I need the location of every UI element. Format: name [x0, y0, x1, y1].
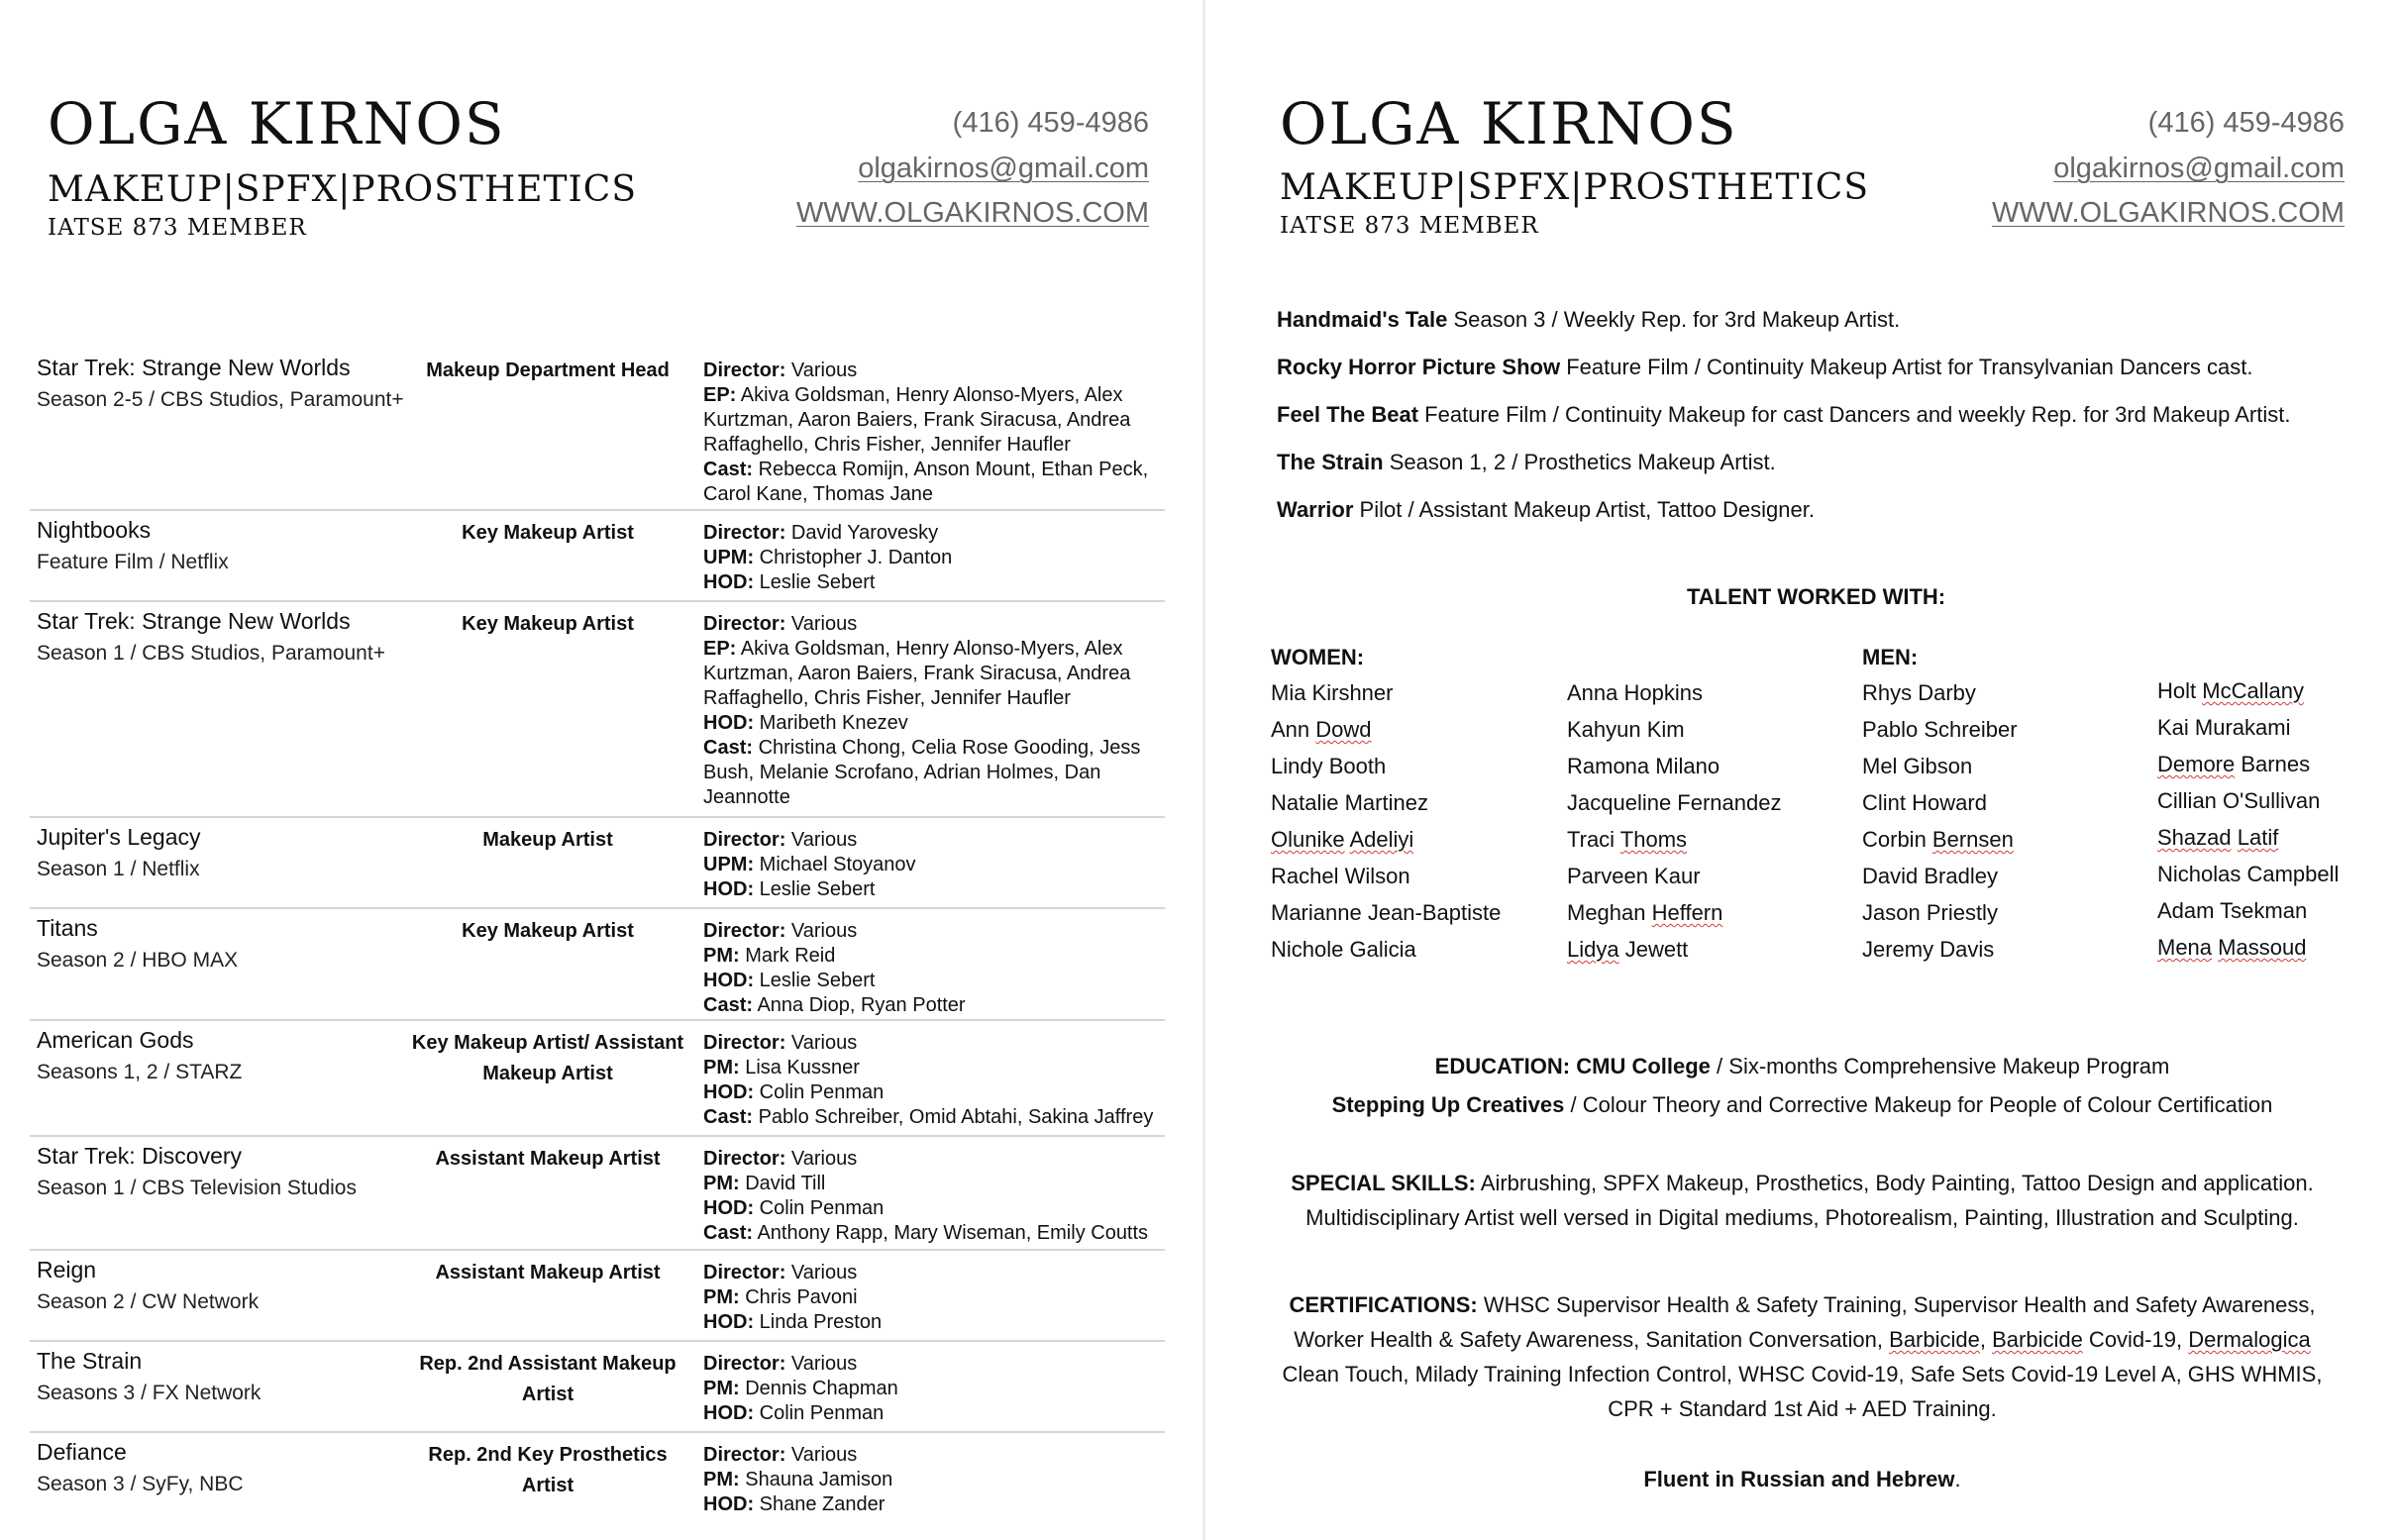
talent-name: Rhys Darby	[1862, 680, 1976, 705]
detail-label: Director:	[703, 1032, 786, 1054]
talent-first-name: Traci	[1567, 827, 1620, 852]
talent-name	[1567, 821, 1781, 858]
detail-value: Colin Penman	[759, 1081, 885, 1103]
detail-value: Akiva Goldsman, Henry Alonso-Myers, Alex Kurtzman, Aaron Baiers, Frank Siracusa, Andrea Raffaghello, Chris Fisher, Jennifer Haufler	[703, 638, 1131, 709]
detail-label: EP:	[703, 384, 737, 406]
education-program: / Six-months Comprehensive Makeup Program	[1717, 1054, 2170, 1078]
page-title: OLGA KIRNOS	[1280, 90, 1738, 157]
talent-first-name: Demore	[2157, 752, 2236, 776]
talent-name	[1567, 931, 1781, 968]
detail-label: Cast:	[703, 1222, 754, 1244]
credit-detail	[703, 1031, 1165, 1056]
credit-row	[30, 1433, 1165, 1524]
credit-row	[30, 1021, 1165, 1137]
phone-number: (416) 459-4986	[952, 107, 1149, 139]
talent-first-name: Holt	[2157, 678, 2203, 703]
detail-value: Various	[790, 1353, 858, 1375]
credit-title: The Strain	[1277, 450, 1384, 474]
talent-name: Mel Gibson	[1862, 754, 1973, 778]
talent-last-name: Bernsen	[1931, 827, 2014, 852]
credit-detail	[703, 612, 1165, 637]
women-column-1	[1271, 674, 1501, 968]
show-title: The Strain	[37, 1348, 143, 1374]
detail-value: Lisa Kussner	[745, 1057, 860, 1078]
credit-detail	[703, 736, 1165, 810]
credit-detail	[703, 1468, 1165, 1492]
talent-name: Clint Howard	[1862, 790, 1987, 815]
email-link[interactable]: olgakirnos@gmail.com	[858, 153, 1149, 184]
show-subtitle: Season 2 / CW Network	[37, 1290, 260, 1313]
detail-label: Cast:	[703, 994, 754, 1016]
talent-first-name: Ann	[1271, 717, 1316, 742]
certifications-line-1	[1206, 1292, 2398, 1318]
detail-label: PM:	[703, 1286, 740, 1308]
credit-detail	[703, 383, 1165, 458]
education-label: EDUCATION:	[1434, 1054, 1571, 1078]
women-label: WOMEN:	[1271, 645, 1365, 669]
credit-show	[30, 1251, 404, 1340]
detail-value: Dennis Chapman	[745, 1378, 898, 1399]
detail-label: HOD:	[703, 970, 755, 991]
union-membership: IATSE 873 MEMBER	[1280, 213, 1539, 239]
credit-detail	[703, 1261, 1165, 1285]
credit-desc: Season 3 / Weekly Rep. for 3rd Makeup Artist.	[1453, 307, 1901, 332]
talent-name: Pablo Schreiber	[1862, 717, 2018, 742]
show-subtitle: Season 2 / HBO MAX	[37, 949, 239, 972]
detail-value: Christina Chong, Celia Rose Gooding, Jess Bush, Melanie Scrofano, Adrian Holmes, Dan Jeannotte	[703, 737, 1141, 808]
credit-detail	[703, 359, 1165, 383]
talent-name	[2157, 672, 2339, 709]
detail-label: PM:	[703, 1378, 740, 1399]
detail-value: David Yarovesky	[790, 522, 939, 544]
talent-name: Marianne Jean-Baptiste	[1271, 900, 1502, 925]
resume-page-2	[1206, 0, 2398, 1540]
additional-credit	[1277, 452, 1776, 473]
credit-detail	[703, 1443, 1165, 1468]
credit-role: Key Makeup Artist	[462, 522, 634, 544]
talent-name: Adam Tsekman	[2157, 898, 2308, 923]
detail-label: Director:	[703, 1444, 786, 1466]
credit-desc: Pilot / Assistant Makeup Artist, Tattoo Designer.	[1359, 497, 1815, 522]
talent-name	[1271, 711, 1501, 748]
detail-value: Mark Reid	[745, 945, 836, 967]
credits-table	[30, 349, 1165, 1524]
show-subtitle: Season 1 / CBS Television Studios	[37, 1177, 357, 1199]
show-title: Star Trek: Discovery	[37, 1143, 243, 1169]
credit-details	[691, 1433, 1165, 1524]
additional-credit	[1277, 309, 1900, 331]
website-link[interactable]: WWW.OLGAKIRNOS.COM	[1991, 197, 2345, 229]
detail-value: David Till	[745, 1173, 826, 1194]
credit-row	[30, 1137, 1165, 1251]
credit-title: Warrior	[1277, 497, 1354, 522]
certifications-line-3: Clean Touch, Milady Training Infection Control, WHSC Covid-19, Safe Sets Covid-19 Level A, GHS WHMIS,	[1282, 1362, 2323, 1386]
detail-label: HOD:	[703, 1493, 755, 1515]
credit-title: Feel The Beat	[1277, 402, 1419, 427]
skills-label: SPECIAL SKILLS:	[1291, 1171, 1476, 1195]
detail-label: Director:	[703, 1353, 786, 1375]
detail-value: Pablo Schreiber, Omid Abtahi, Sakina Jaffrey	[758, 1106, 1154, 1128]
talent-first-name: Meghan	[1567, 900, 1652, 925]
show-title: Titans	[37, 915, 98, 941]
website-link[interactable]: WWW.OLGAKIRNOS.COM	[795, 197, 1149, 229]
talent-last-name: Thoms	[1619, 827, 1688, 852]
union-membership: IATSE 873 MEMBER	[48, 215, 307, 241]
talent-name: Jeremy Davis	[1862, 937, 1995, 962]
detail-label: Director:	[703, 613, 786, 635]
credit-show	[30, 602, 404, 816]
credit-role: Key Makeup Artist	[462, 920, 634, 942]
certifications-line-2: Worker Health & Safety Awareness, Sanitation Conversation, Barbicide, Barbicide Covid-19, Dermalogica	[1294, 1327, 2311, 1352]
education-school: CMU College	[1576, 1054, 1711, 1078]
detail-label: Director:	[703, 1148, 786, 1170]
show-title: Defiance	[37, 1439, 127, 1465]
credit-show	[30, 511, 404, 600]
credit-detail	[703, 919, 1165, 944]
talent-first-name: Lidya	[1567, 937, 1619, 962]
page-divider	[1202, 0, 1205, 1540]
credit-role: Key Makeup Artist/ Assistant Makeup Artist	[411, 1032, 684, 1084]
show-subtitle: Season 1 / CBS Studios, Paramount+	[37, 642, 385, 665]
detail-label: HOD:	[703, 1081, 755, 1103]
detail-label: PM:	[703, 945, 740, 967]
detail-label: HOD:	[703, 571, 755, 593]
talent-name: Kahyun Kim	[1567, 717, 1685, 742]
detail-value: Michael Stoyanov	[759, 854, 916, 875]
detail-label: Director:	[703, 829, 786, 851]
languages-text: Fluent in Russian and Hebrew	[1643, 1467, 1955, 1491]
detail-value: Colin Penman	[759, 1197, 885, 1219]
additional-credit	[1277, 499, 1815, 521]
credit-detail	[703, 877, 1165, 902]
talent-name: Nicholas Campbell	[2157, 862, 2340, 886]
talent-name: Kai Murakami	[2157, 715, 2291, 740]
credit-detail	[703, 853, 1165, 877]
credit-desc: Season 1, 2 / Prosthetics Makeup Artist.	[1389, 450, 1776, 474]
detail-label: Director:	[703, 359, 786, 381]
detail-label: UPM:	[703, 547, 755, 568]
detail-label: Cast:	[703, 1106, 754, 1128]
talent-name	[1271, 821, 1501, 858]
credit-detail	[703, 637, 1165, 711]
credit-show	[30, 1342, 404, 1431]
detail-value: Leslie Sebert	[759, 878, 876, 900]
detail-label: HOD:	[703, 1197, 755, 1219]
languages-period: .	[1954, 1467, 1961, 1491]
detail-value: Christopher J. Danton	[759, 547, 953, 568]
credit-role: Makeup Artist	[482, 829, 613, 851]
talent-name: Jacqueline Fernandez	[1567, 790, 1782, 815]
talent-name	[1567, 894, 1781, 931]
detail-label: EP:	[703, 638, 737, 660]
credit-detail	[703, 521, 1165, 546]
credit-show	[30, 349, 404, 509]
detail-value: Rebecca Romijn, Anson Mount, Ethan Peck, Carol Kane, Thomas Jane	[703, 459, 1149, 505]
phone-number: (416) 459-4986	[2147, 107, 2345, 139]
detail-value: Shauna Jamison	[745, 1469, 893, 1490]
detail-label: Cast:	[703, 737, 754, 759]
credit-role: Makeup Department Head	[426, 359, 670, 381]
certifications-line-4: CPR + Standard 1st Aid + AED Training.	[1608, 1396, 1997, 1421]
show-subtitle: Seasons 3 / FX Network	[37, 1382, 261, 1404]
credit-role: Rep. 2nd Key Prosthetics Artist	[428, 1444, 668, 1496]
talent-name: Ramona Milano	[1567, 754, 1720, 778]
credit-title: Rocky Horror Picture Show	[1277, 355, 1561, 379]
skills-text: Airbrushing, SPFX Makeup, Prosthetics, Body Painting, Tattoo Design and application.	[1480, 1171, 2314, 1195]
talent-name	[2157, 929, 2339, 966]
detail-value: Anna Diop, Ryan Potter	[757, 994, 966, 1016]
detail-value: Maribeth Knezev	[759, 712, 908, 734]
credit-detail	[703, 458, 1165, 507]
show-subtitle: Season 2-5 / CBS Studios, Paramount+	[37, 388, 404, 411]
detail-value: Akiva Goldsman, Henry Alonso-Myers, Alex Kurtzman, Aaron Baiers, Frank Siracusa, Andrea Raffaghello, Chris Fisher, Jennifer Haufler	[703, 384, 1131, 456]
credit-detail	[703, 1196, 1165, 1221]
credit-show	[30, 909, 404, 1019]
education-school: Stepping Up Creatives	[1331, 1092, 1565, 1117]
credit-row	[30, 818, 1165, 909]
talent-name	[1862, 821, 2018, 858]
credit-show	[30, 1137, 404, 1249]
talent-name: David Bradley	[1862, 864, 1998, 888]
talent-name: Lindy Booth	[1271, 754, 1387, 778]
talent-last-name: Jewett	[1618, 937, 1689, 962]
show-subtitle: Seasons 1, 2 / STARZ	[37, 1061, 243, 1083]
credit-detail	[703, 1056, 1165, 1080]
credit-detail	[703, 1221, 1165, 1246]
talent-heading: TALENT WORKED WITH:	[1687, 584, 1946, 609]
credit-details	[691, 1342, 1165, 1431]
credit-details	[691, 909, 1165, 1019]
show-title: Star Trek: Strange New Worlds	[37, 608, 351, 634]
credit-detail	[703, 711, 1165, 736]
detail-label: Director:	[703, 522, 786, 544]
detail-label: HOD:	[703, 712, 755, 734]
credit-detail	[703, 1105, 1165, 1130]
talent-name	[2157, 819, 2339, 856]
skills-line-2: Multidisciplinary Artist well versed in Digital mediums, Photorealism, Painting, Illustration and Sculpting.	[1305, 1205, 2299, 1230]
credit-show	[30, 818, 404, 907]
page-title: OLGA KIRNOS	[48, 90, 506, 157]
credit-row	[30, 1251, 1165, 1342]
talent-first-name: Mena	[2157, 935, 2213, 960]
show-title: American Gods	[37, 1027, 194, 1053]
talent-name: Natalie Martinez	[1271, 790, 1428, 815]
skills-line-1	[1206, 1171, 2398, 1196]
credit-row	[30, 511, 1165, 602]
credit-row	[30, 349, 1165, 511]
detail-value: Linda Preston	[759, 1311, 883, 1333]
detail-value: Leslie Sebert	[759, 970, 876, 991]
additional-credit	[1277, 357, 2252, 378]
detail-value: Various	[790, 613, 858, 635]
talent-last-name: Heffern	[1651, 900, 1723, 925]
email-link[interactable]: olgakirnos@gmail.com	[2053, 153, 2345, 184]
credit-title: Handmaid's Tale	[1277, 307, 1448, 332]
credit-role: Assistant Makeup Artist	[435, 1262, 661, 1283]
credit-details	[691, 818, 1165, 907]
credit-detail	[703, 828, 1165, 853]
talent-name: Rachel Wilson	[1271, 864, 1410, 888]
certifications-label: CERTIFICATIONS:	[1289, 1292, 1478, 1317]
credit-detail	[703, 570, 1165, 595]
detail-label: PM:	[703, 1173, 740, 1194]
credit-detail	[703, 993, 1165, 1018]
credit-role: Assistant Makeup Artist	[435, 1148, 661, 1170]
talent-last-name: McCallany	[2202, 678, 2304, 703]
credit-detail	[703, 546, 1165, 570]
detail-value: Various	[790, 1444, 858, 1466]
credit-detail	[703, 1285, 1165, 1310]
credit-details	[691, 1251, 1165, 1340]
detail-value: Various	[790, 920, 858, 942]
credit-details	[691, 511, 1165, 600]
detail-label: PM:	[703, 1469, 740, 1490]
talent-name: Mia Kirshner	[1271, 680, 1394, 705]
credit-detail	[703, 1401, 1165, 1426]
talent-name: Cillian O'Sullivan	[2157, 788, 2321, 813]
talent-first-name: Shazad	[2157, 825, 2232, 850]
credit-role: Key Makeup Artist	[462, 613, 634, 635]
credit-row	[30, 1342, 1165, 1433]
talent-last-name: Latif	[2237, 825, 2279, 850]
detail-value: Leslie Sebert	[759, 571, 876, 593]
show-title: Reign	[37, 1257, 97, 1283]
show-subtitle: Feature Film / Netflix	[37, 551, 229, 573]
show-subtitle: Season 3 / SyFy, NBC	[37, 1473, 244, 1495]
detail-label: PM:	[703, 1057, 740, 1078]
credit-role: Rep. 2nd Assistant Makeup Artist	[419, 1353, 677, 1405]
education-line-2	[1206, 1092, 2398, 1118]
talent-last-name: Dowd	[1315, 717, 1372, 742]
credit-detail	[703, 1352, 1165, 1377]
show-title: Jupiter's Legacy	[37, 824, 201, 850]
detail-value: Colin Penman	[759, 1402, 885, 1424]
detail-value: Various	[790, 829, 858, 851]
credit-detail	[703, 1080, 1165, 1105]
detail-value: Various	[790, 1148, 858, 1170]
talent-last-name: Adeliyi	[1349, 827, 1414, 852]
credit-details	[691, 1137, 1165, 1249]
talent-first-name: Corbin	[1862, 827, 1932, 852]
credit-detail	[703, 969, 1165, 993]
men-column-2	[2157, 672, 2339, 966]
women-column-2	[1567, 674, 1781, 968]
show-title: Nightbooks	[37, 517, 152, 543]
detail-value: Various	[790, 1032, 858, 1054]
credit-details	[691, 1021, 1165, 1135]
credit-detail	[703, 1172, 1165, 1196]
credit-row	[30, 909, 1165, 1021]
credit-show	[30, 1433, 404, 1524]
detail-value: Chris Pavoni	[745, 1286, 858, 1308]
talent-first-name: Olunike	[1271, 827, 1345, 852]
credit-details	[691, 602, 1165, 816]
languages	[1206, 1467, 2398, 1492]
talent-name: Parveen Kaur	[1567, 864, 1701, 888]
credit-detail	[703, 1377, 1165, 1401]
credit-details	[691, 349, 1165, 509]
detail-label: Cast:	[703, 459, 754, 480]
detail-label: HOD:	[703, 1402, 755, 1424]
credit-desc: Feature Film / Continuity Makeup Artist for Transylvanian Dancers cast.	[1566, 355, 2253, 379]
credit-show	[30, 1021, 404, 1135]
talent-last-name: Barnes	[2235, 752, 2311, 776]
detail-label: Director:	[703, 1262, 786, 1283]
men-label: MEN:	[1862, 645, 1919, 669]
credit-detail	[703, 1310, 1165, 1335]
men-column-1	[1862, 674, 2018, 968]
detail-value: Anthony Rapp, Mary Wiseman, Emily Coutts	[757, 1222, 1149, 1244]
show-subtitle: Season 1 / Netflix	[37, 858, 200, 880]
credit-desc: Feature Film / Continuity Makeup for cast Dancers and weekly Rep. for 3rd Makeup Artist.	[1424, 402, 2291, 427]
detail-label: HOD:	[703, 878, 755, 900]
detail-label: HOD:	[703, 1311, 755, 1333]
certifications-text: WHSC Supervisor Health & Safety Training, Supervisor Health and Safety Awareness,	[1483, 1292, 2316, 1317]
credit-detail	[703, 1147, 1165, 1172]
show-title: Star Trek: Strange New Worlds	[37, 355, 351, 380]
detail-value: Various	[790, 1262, 858, 1283]
talent-name: Jason Priestly	[1862, 900, 1998, 925]
talent-name: Nichole Galicia	[1271, 937, 1416, 962]
talent-last-name: Massoud	[2218, 935, 2307, 960]
credit-detail	[703, 944, 1165, 969]
talent-name: Anna Hopkins	[1567, 680, 1703, 705]
credit-row	[30, 602, 1165, 818]
detail-label: UPM:	[703, 854, 755, 875]
education-program: / Colour Theory and Corrective Makeup for People of Colour Certification	[1570, 1092, 2273, 1117]
detail-label: Director:	[703, 920, 786, 942]
additional-credit	[1277, 404, 2290, 426]
subtitle: MAKEUP|SPFX|PROSTHETICS	[48, 169, 637, 210]
subtitle: MAKEUP|SPFX|PROSTHETICS	[1280, 167, 1869, 208]
talent-name	[2157, 746, 2339, 782]
detail-value: Shane Zander	[759, 1493, 886, 1515]
education-line-1	[1206, 1054, 2398, 1079]
credit-detail	[703, 1492, 1165, 1517]
detail-value: Various	[790, 359, 858, 381]
